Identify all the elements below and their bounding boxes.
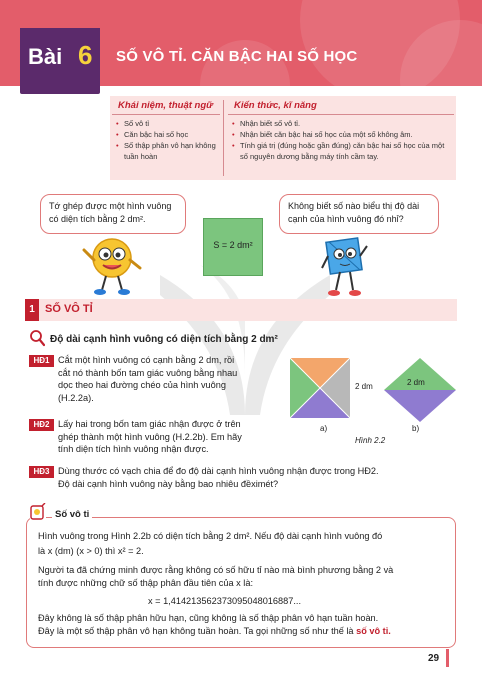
figure-a-caption: a) [320, 424, 328, 433]
figure-b-side-label: 2 dm [407, 378, 425, 387]
skill-item: • Nhận biết căn bậc hai số học của một số không âm. [232, 129, 452, 140]
column-divider [223, 100, 224, 176]
text-line: dọc theo hai đường chéo của hình vuông [58, 380, 226, 391]
text-line: (H.2.2a). [58, 393, 94, 404]
knowledge-icon [30, 503, 46, 521]
knowledge-line: Hình vuông trong Hình 2.2b có diện tích bằng 2 dm². Nếu độ dài cạnh hình vuông đó [38, 531, 383, 541]
section-number: 1 [25, 299, 39, 321]
knowledge-line: tính được những chữ số thập phân đầu tiên của x là: [38, 578, 254, 588]
section-title: SỐ VÔ TỈ [45, 303, 93, 315]
activity-label-hd2: HĐ2 [29, 419, 54, 431]
square-character-icon [320, 234, 370, 298]
figure-a-side-label: 2 dm [355, 382, 373, 391]
concept-item: • Căn bậc hai số học [116, 129, 218, 140]
activity-label-hd3: HĐ3 [29, 466, 54, 478]
concepts-heading: Khái niệm, thuật ngữ [112, 96, 220, 115]
square-area-label: S = 2 dm² [213, 240, 253, 250]
skills-column [226, 96, 456, 180]
activity-text-hd1 [58, 354, 237, 405]
knowledge-line: Đây không là số thập phân hữu hạn, cũng không là số thập phân vô hạn tuần hoàn. [38, 613, 379, 623]
section-header [25, 299, 457, 321]
sun-character-icon [80, 232, 144, 296]
speech-bubble-right: Không biết số nào biểu thị độ dài cạnh của hình vuông đó nhỉ? [279, 194, 439, 234]
figure-b-caption: b) [412, 424, 420, 433]
text-line: Cắt một hình vuông có cạnh bằng 2 dm, rồi [58, 355, 235, 365]
text-line: cắt nó thành bốn tam giác vuông bằng nhau [58, 367, 238, 378]
lesson-word: Bài [28, 44, 63, 69]
text-line: Độ dài cạnh hình vuông này bằng bao nhiêu đềximét? [58, 478, 279, 489]
lesson-tab [20, 28, 100, 94]
skill-item: • Tính giá trị (đúng hoặc gần đúng) căn bậc hai số học của một số nguyên dương bằng máy tính cầm tay. [232, 140, 452, 162]
concepts-column [110, 96, 222, 180]
text-line: tính diện tích hình vuông nhận được. [58, 444, 209, 455]
activity-text-hd2 [58, 418, 242, 456]
speech-bubble-left: Tớ ghép được một hình vuông có diện tích bằng 2 dm². [40, 194, 186, 234]
page-number-bar [446, 649, 449, 667]
irrational-number-term: số vô tỉ. [356, 626, 391, 636]
figure-2-2a-square [290, 358, 350, 418]
figure-2-2b-square [384, 358, 456, 422]
concept-item: • Số vô tỉ [116, 118, 218, 129]
green-square-shape [203, 218, 263, 276]
skill-item: • Nhận biết số vô tỉ. [232, 118, 452, 129]
page-number: 29 [428, 653, 440, 664]
knowledge-line: là x (dm) (x > 0) thì x² = 2. [38, 546, 144, 556]
knowledge-line: Người ta đã chứng minh được rằng không có số hữu tỉ nào mà bình phương bằng 2 và [38, 565, 394, 575]
knowledge-line [38, 625, 391, 638]
knowledge-decimal-expansion: x = 1,414213562373095048016887... [148, 596, 302, 606]
objectives-table [110, 96, 456, 180]
knowledge-title: Số vô tỉ [52, 509, 92, 520]
knowledge-line-text: Đây là một số thập phân vô hạn không tuần hoàn. Ta gọi những số như thế là [38, 626, 354, 636]
activity-text-hd3 [58, 465, 379, 490]
subsection-title: Độ dài cạnh hình vuông có diện tích bằng 2 dm² [50, 334, 278, 345]
activity-label-hd1: HĐ1 [29, 355, 54, 367]
magnifier-icon [29, 329, 45, 347]
text-line: Dùng thước có vạch chia để đo độ dài cạnh hình vuông nhận được trong HĐ2. [58, 466, 379, 476]
skills-heading: Kiến thức, kĩ năng [228, 96, 454, 115]
text-line: ghép thành một hình vuông (H.2.2b). Em hãy [58, 431, 242, 442]
concept-item: • Số thập phân vô hạn không tuần hoàn [116, 140, 218, 162]
lesson-title: SỐ VÔ TỈ. CĂN BẬC HAI SỐ HỌC [116, 48, 358, 65]
figure-title: Hình 2.2 [355, 436, 386, 445]
text-line: Lấy hai trong bốn tam giác nhận được ở trên [58, 419, 241, 429]
lesson-number: 6 [78, 40, 93, 70]
